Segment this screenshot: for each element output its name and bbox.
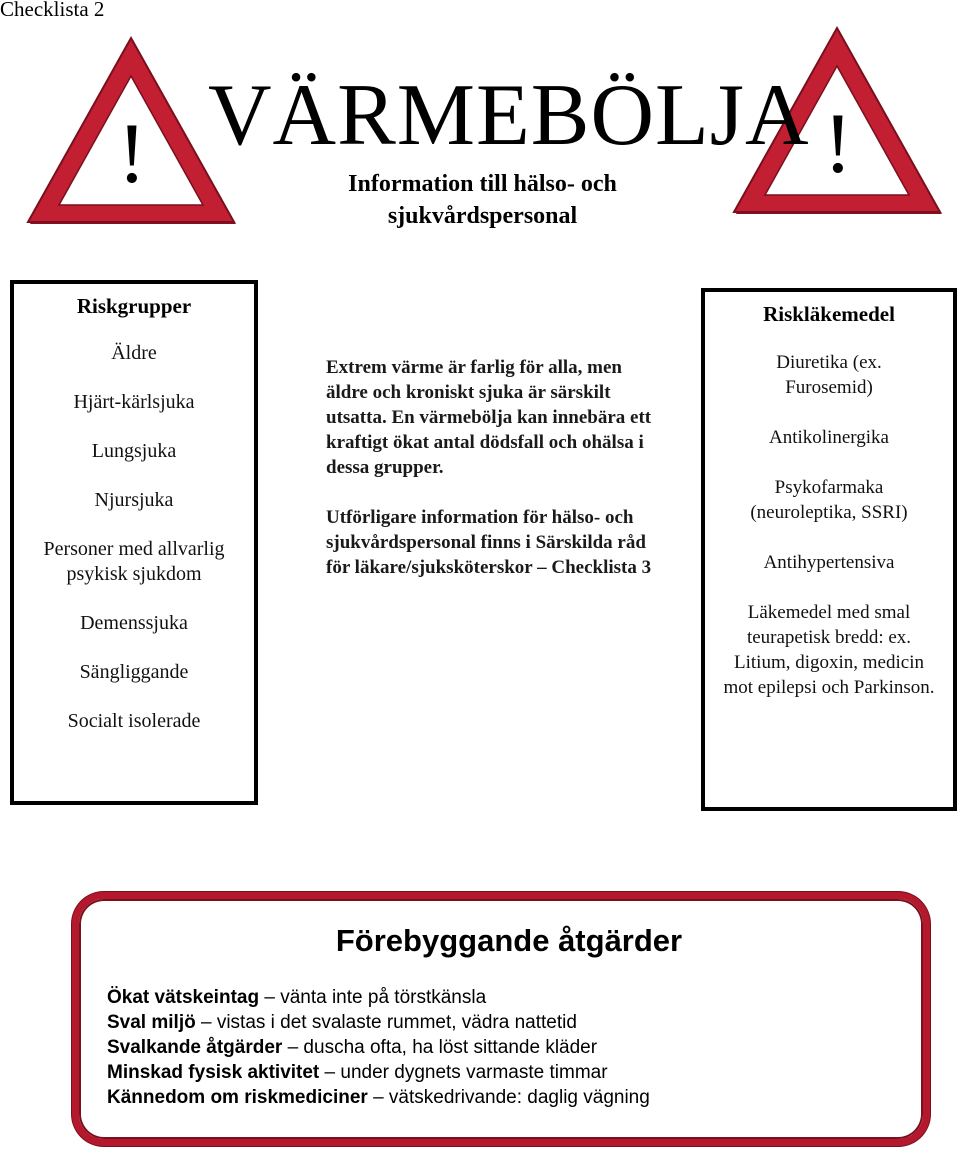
list-item <box>107 1035 650 1060</box>
list-item: Äldre <box>111 342 157 364</box>
list-item <box>107 1085 650 1110</box>
prevention-list <box>107 985 650 1110</box>
warning-exclamation-right: ! <box>823 95 853 191</box>
warning-exclamation-left: ! <box>117 105 147 201</box>
prevention-item-title: Minskad fysisk aktivitet <box>107 1062 320 1083</box>
list-item: Diuretika (ex. Furosemid) <box>776 352 882 398</box>
list-item: Socialt isolerade <box>67 710 201 732</box>
list-item: Sängliggande <box>79 661 189 683</box>
prevention-box <box>72 892 930 1146</box>
prevention-item-title: Ökat vätskeintag <box>107 987 260 1008</box>
prevention-item-title: Svalkande åtgärder <box>107 1037 283 1058</box>
prevention-item-title: Sval miljö <box>107 1012 196 1033</box>
prevention-item-text: – vänta inte på törstkänsla <box>259 987 487 1008</box>
center-info-paragraph: Utförligare information för hälso- och sjukvårdspersonal finns i Särskilda råd för läkare/sjuksköterskor – Checklista 3 <box>326 507 652 578</box>
prevention-item-title: Kännedom om riskmediciner <box>107 1087 368 1108</box>
list-item: Personer med allvarlig psykisk sjukdom <box>43 538 225 585</box>
list-item <box>107 1010 650 1035</box>
center-info-paragraph: Extrem värme är farlig för alla, men äldre och kroniskt sjuka är särskilt utsatta. En värmebölja kan innebära ett kraftigt ökat antal dödsfall och ohälsa i dessa grupper. <box>326 357 652 478</box>
risk-medicines-heading: Riskläkemedel <box>763 302 895 326</box>
prevention-heading: Förebyggande åtgärder <box>335 923 683 958</box>
risk-groups-box <box>10 280 258 805</box>
list-item: Njursjuka <box>94 489 174 511</box>
list-item <box>107 985 650 1010</box>
list-item: Antihypertensiva <box>763 552 895 573</box>
risk-groups-heading: Riskgrupper <box>76 294 192 318</box>
prevention-item-text: – under dygnets varmaste timmar <box>319 1062 608 1083</box>
list-item <box>107 1060 650 1085</box>
prevention-item-text: – duscha ofta, ha löst sittande kläder <box>282 1037 598 1058</box>
page-subtitle: Information till hälso- och sjukvårdspersonal <box>348 171 617 229</box>
center-info <box>326 355 656 605</box>
list-item: Lungsjuka <box>91 440 177 462</box>
prevention-item-text: – vistas i det svalaste rummet, vädra nattetid <box>195 1012 577 1033</box>
risk-groups-list <box>14 341 254 734</box>
risk-medicines-list <box>705 350 953 700</box>
list-item: Psykofarmaka (neuroleptika, SSRI) <box>750 477 908 523</box>
list-item: Demenssjuka <box>80 612 188 634</box>
list-item: Hjärt-kärlsjuka <box>73 391 195 413</box>
risk-medicines-box <box>701 288 957 811</box>
prevention-item-text: – vätskedrivande: daglig vägning <box>367 1087 650 1108</box>
document-label: Checklista 2 <box>0 0 105 21</box>
list-item: Antikolinergika <box>769 427 889 448</box>
list-item: Läkemedel med smal teurapetisk bredd: ex. Litium, digoxin, medicin mot epilepsi och Parkinson. <box>723 602 935 698</box>
page-title: VÄRMEBÖLJA <box>208 67 810 164</box>
